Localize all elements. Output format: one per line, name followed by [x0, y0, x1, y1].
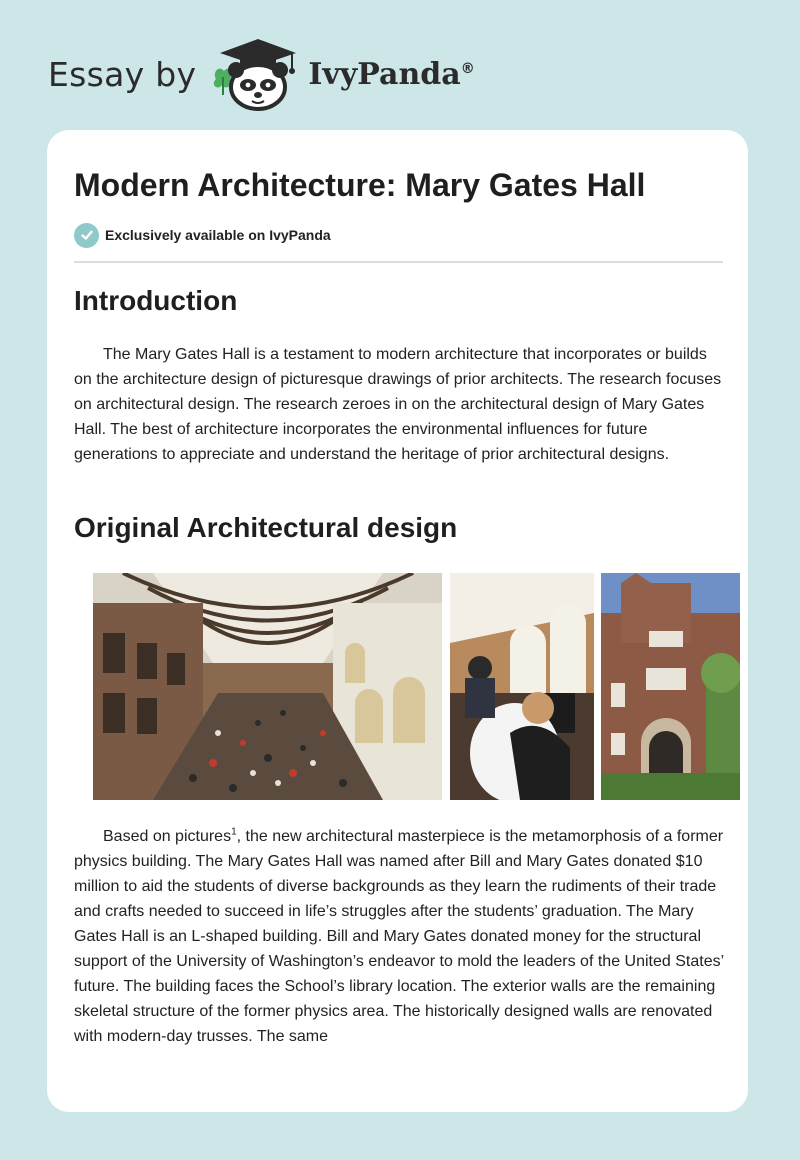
brand-name-text: IvyPanda — [308, 56, 461, 92]
brand-name[interactable] — [308, 57, 474, 92]
article-card — [47, 130, 748, 1112]
site-header — [48, 34, 475, 114]
page-title: Modern Architecture: Mary Gates Hall — [74, 167, 646, 203]
introduction-paragraph — [74, 342, 724, 467]
panda-graduation-cap-logo-icon[interactable] — [210, 35, 306, 113]
paragraph-lead: Based on pictures — [103, 828, 232, 845]
essay-by-label: Essay by — [48, 54, 197, 94]
section-heading-original-design: Original Architectural design — [74, 512, 458, 543]
check-circle-icon — [74, 223, 99, 248]
divider — [74, 261, 723, 263]
paragraph-text: The Mary Gates Hall is a testament to modern architecture that incorporates or builds on the architecture design of picturesque drawings of prior architects. The research focuses on architectural design. The research zeroes in on the architectural design of Mary Gates Hall. The best of architecture incorporates the environmental influences for future generations to appreciate and understand the heritage of prior architectural designs. — [74, 346, 722, 463]
section-heading-introduction: Introduction — [74, 285, 238, 316]
exclusive-badge — [74, 222, 331, 248]
paragraph-rest: , the new architectural masterpiece is the metamorphosis of a former physics building. The Mary Gates Hall was named after Bill and Mary Gates donated $10 million to aid the students of diverse backgrounds as they learn the rudiments of their trade and crafts needed to succeed in life’s struggles after the students’ graduation. The Mary Gates Hall is an L-shaped building. Bill and Mary Gates donated money for the structural support of the University of Washington’s endeavor to mold the leaders of the United States’ future. The building faces the School’s library location. The exterior walls are the remaining skeletal structure of the former physics area. The historically designed walls are renovated with modern-day trusses. The same — [74, 828, 724, 1045]
brick-exterior-photo[interactable] — [601, 573, 740, 800]
registered-mark: ® — [460, 60, 475, 77]
footnote-link[interactable]: 1 — [231, 826, 237, 838]
paragraph-text — [74, 824, 724, 1049]
study-room-photo[interactable] — [450, 573, 594, 800]
atrium-interior-photo[interactable] — [93, 573, 442, 800]
badge-label: Exclusively available on IvyPanda — [105, 227, 331, 243]
design-paragraph — [74, 824, 724, 1049]
